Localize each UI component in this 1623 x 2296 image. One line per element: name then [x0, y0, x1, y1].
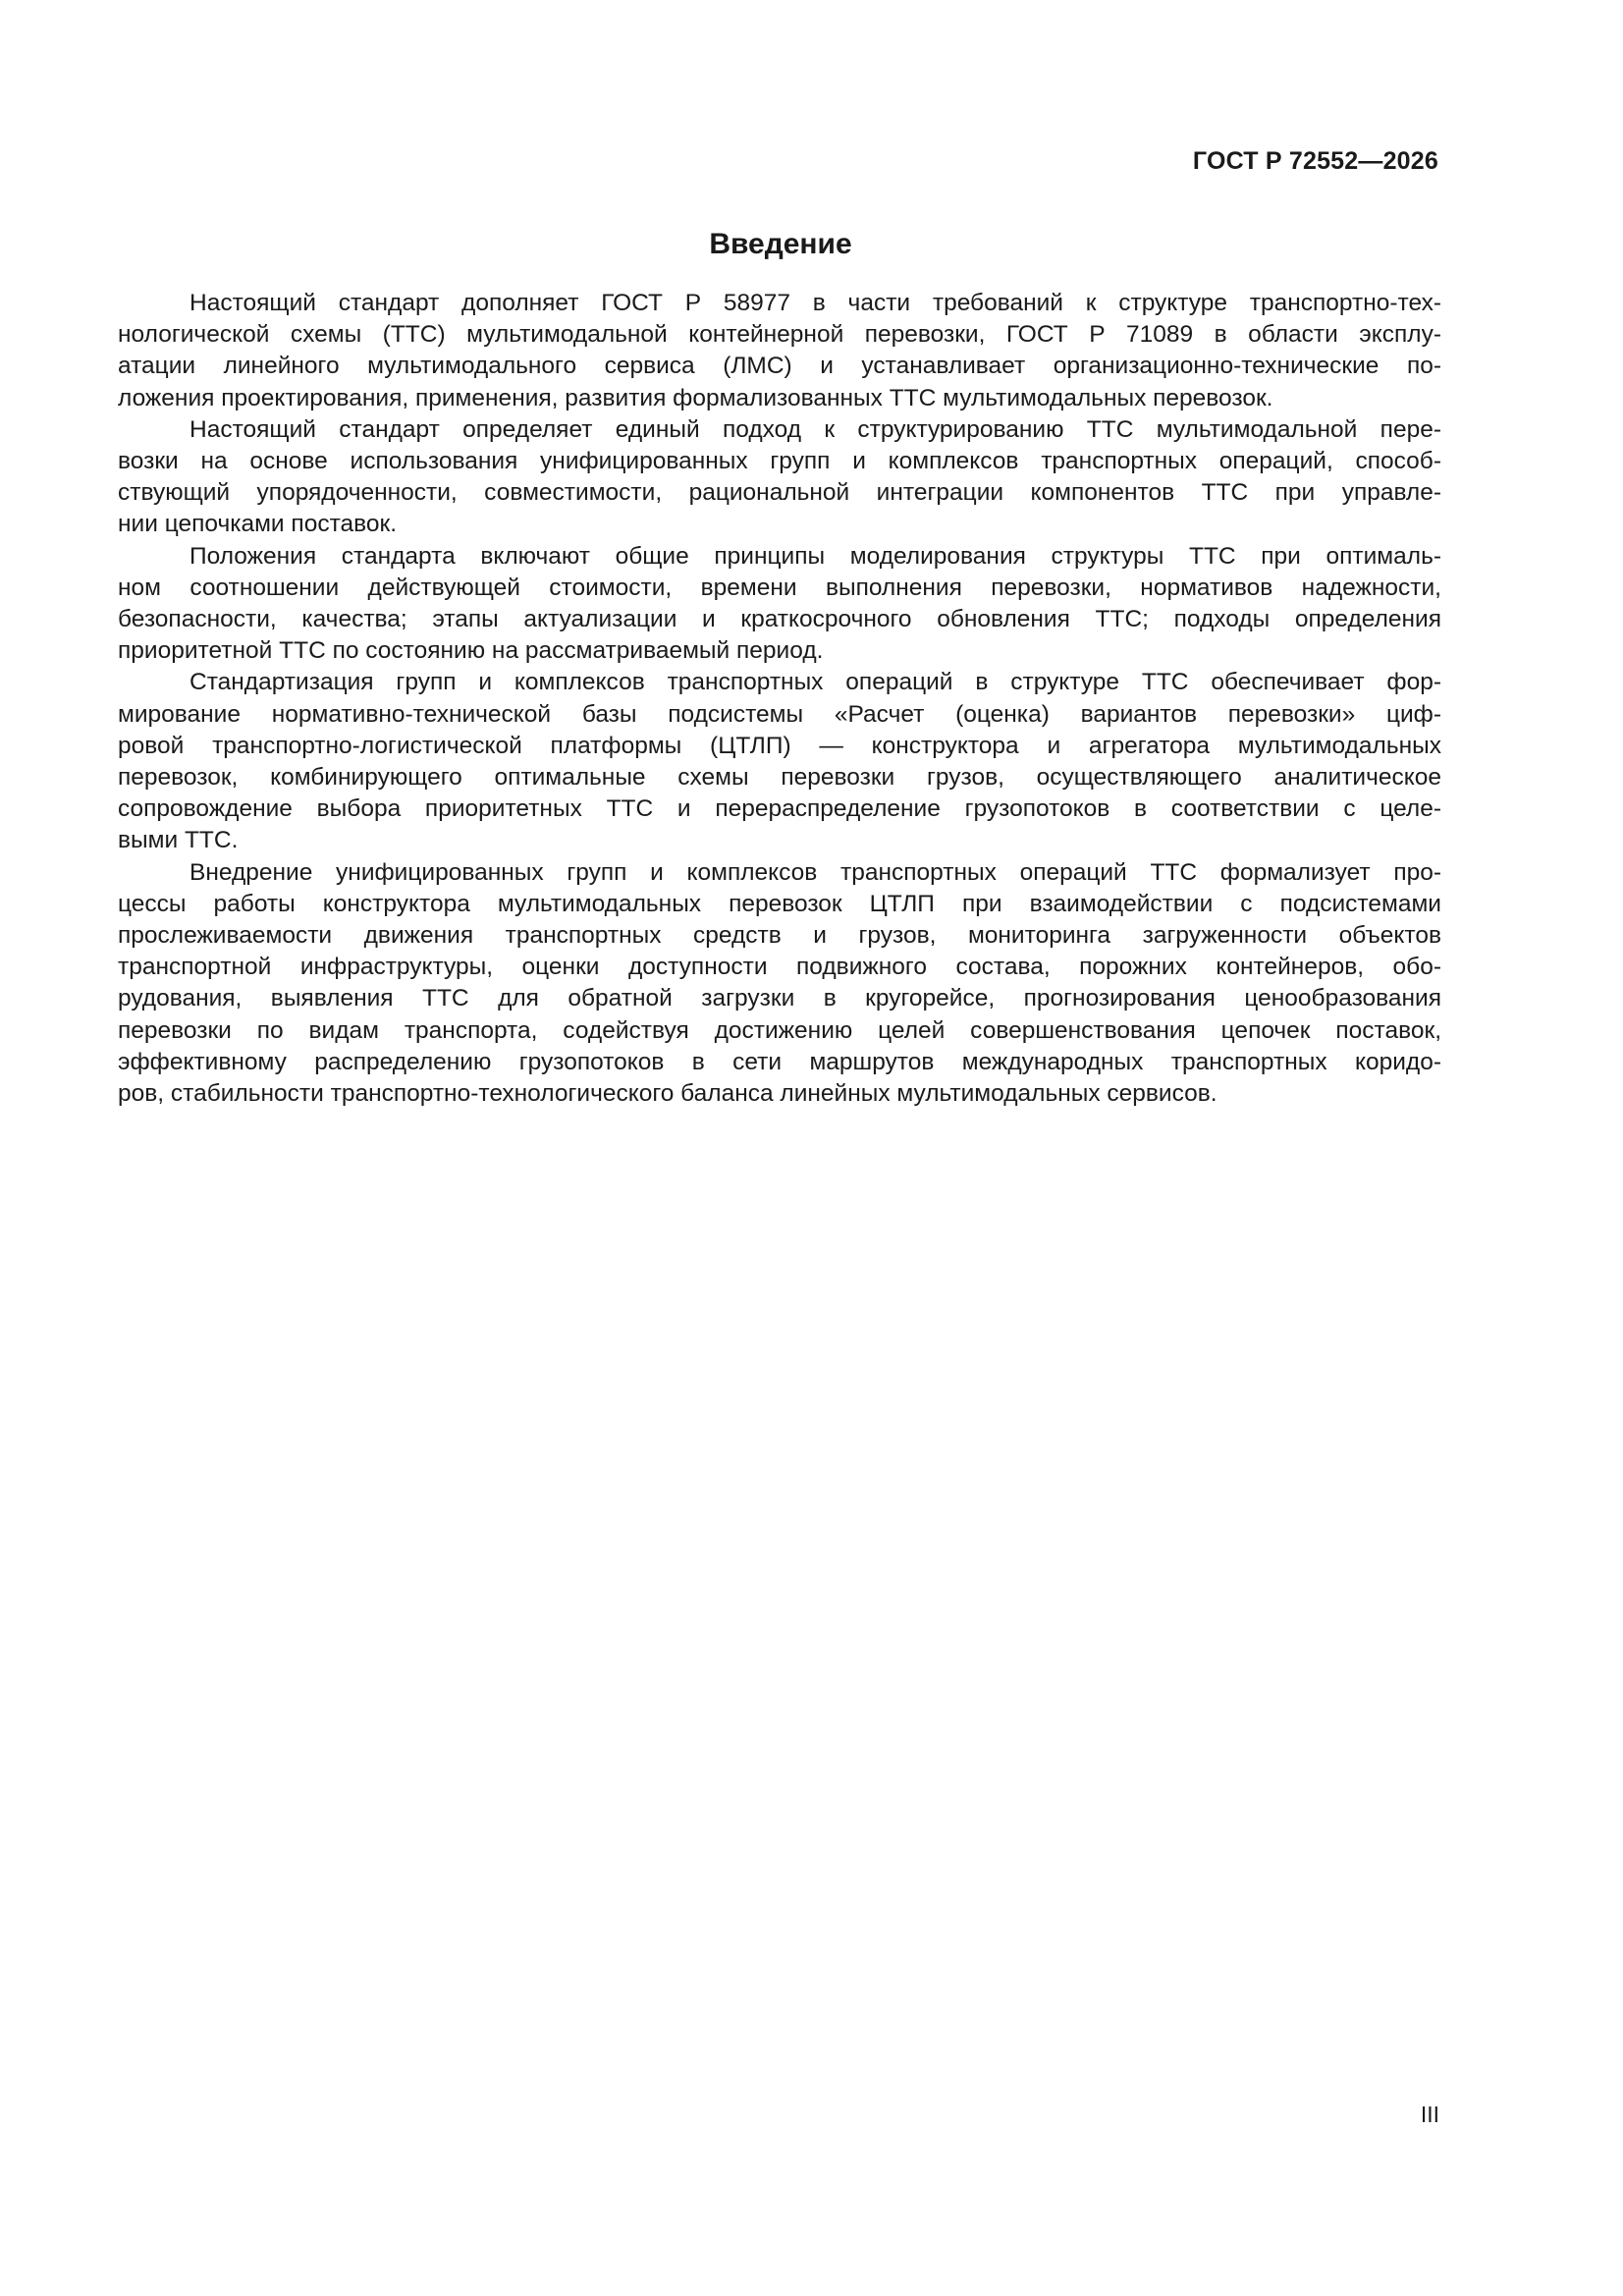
section-title: Введение [709, 228, 852, 260]
paragraph [118, 857, 1441, 1111]
text-line: Настоящий стандарт определяет единый подход к структурированию ТТС мультимодальной пере- [189, 415, 1441, 443]
document-code: ГОСТ Р 72552—2026 [1192, 147, 1438, 175]
body-text [118, 288, 1441, 1110]
text-line: выми ТТС. [118, 827, 239, 854]
text-line: цессы работы конструктора мультимодальных перевозок ЦТЛП при взаимодействии с подсистемами [118, 890, 1441, 917]
text-line: ров, стабильности транспортно-технологического баланса линейных мультимодальных сервисов. [118, 1080, 1217, 1108]
text-line: возки на основе использования унифицированных групп и комплексов транспортных операций, способ- [118, 448, 1441, 475]
text-line: безопасности, качества; этапы актуализации и краткосрочного обновления ТТС; подходы определения [118, 606, 1441, 633]
paragraph [118, 541, 1441, 668]
text-line: Стандартизация групп и комплексов транспортных операций в структуре ТТС обеспечивает фор- [189, 669, 1441, 696]
text-line: мирование нормативно-технической базы подсистемы «Расчет (оценка) вариантов перевозки» циф- [118, 700, 1441, 728]
page-number: III [1420, 2102, 1439, 2127]
text-line: приоритетной ТТС по состоянию на рассматриваемый период. [118, 637, 824, 665]
text-line: сопровождение выбора приоритетных ТТС и перераспределение грузопотоков в соответствии с целе- [118, 795, 1441, 823]
paragraph [118, 288, 1441, 414]
text-line: ном соотношении действующей стоимости, времени выполнения перевозки, нормативов надежности, [118, 574, 1441, 601]
text-line: атации линейного мультимодального сервиса (ЛМС) и устанавливает организационно-технические по- [118, 353, 1441, 380]
paragraph [118, 414, 1441, 541]
text-line: эффективному распределению грузопотоков в сети маршрутов международных транспортных коридо- [118, 1048, 1441, 1075]
text-line: перевозки по видам транспорта, содействуя достижению целей совершенствования цепочек поставок, [118, 1016, 1441, 1044]
text-line: ровой транспортно-логистической платформы (ЦТЛП) — конструктора и агрегатора мультимодальных [118, 732, 1441, 759]
text-line: нии цепочками поставок. [118, 511, 398, 538]
text-line: рудования, выявления ТТС для обратной загрузки в кругорейсе, прогнозирования ценообразования [118, 985, 1441, 1012]
text-line: нологической схемы (ТТС) мультимодальной контейнерной перевозки, ГОСТ Р 71089 в области эксплу- [118, 321, 1441, 349]
text-line: ложения проектирования, применения, развития формализованных ТТС мультимодальных перевозок. [118, 384, 1273, 411]
text-line: Настоящий стандарт дополняет ГОСТ Р 58977 в части требований к структуре транспортно-тех- [189, 290, 1441, 316]
paragraph [118, 667, 1441, 856]
text-line: перевозок, комбинирующего оптимальные схемы перевозки грузов, осуществляющего аналитическое [118, 764, 1441, 792]
text-line: Положения стандарта включают общие принципы моделирования структуры ТТС при оптималь- [189, 542, 1441, 570]
text-line: прослеживаемости движения транспортных средств и грузов, мониторинга загруженности объектов [118, 922, 1441, 950]
text-line: ствующий упорядоченности, совместимости, рациональной интеграции компонентов ТТС при управле- [118, 479, 1441, 507]
text-line: Внедрение унифицированных групп и комплексов транспортных операций ТТС формализует про- [189, 858, 1441, 886]
text-line: транспортной инфраструктуры, оценки доступности подвижного состава, порожних контейнеров, обо- [118, 954, 1441, 981]
